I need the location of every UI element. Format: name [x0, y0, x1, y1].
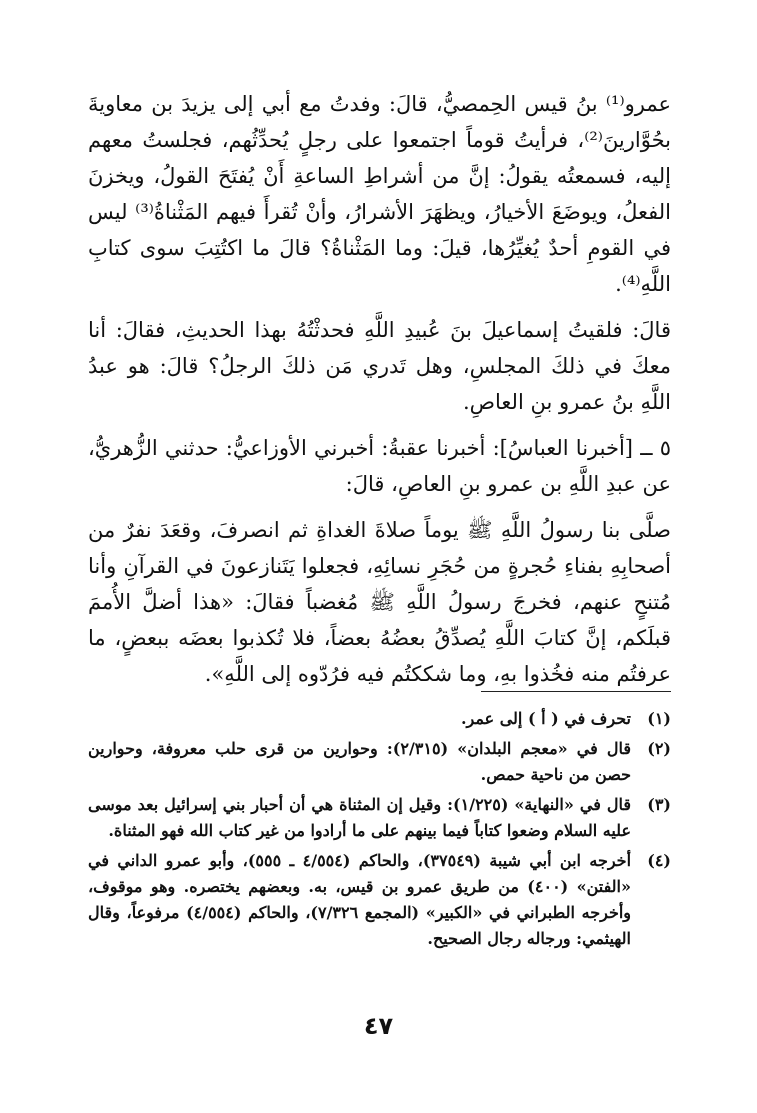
- footnotes: [88, 706, 671, 956]
- paragraph-4: صلَّى بنا رسولُ اللَّهِ ﷺ يوماً صلاةَ الغداةِ ثم انصرفَ، وقعَدَ نفرٌ من أصحابِهِ بفناءِ حُجرةٍ من حُجَرِ نسائِهِ، فجعلوا يَتَنازعونَ في القرآنِ وأنا مُتنحٍ عنهم، فخرجَ رسولُ اللَّهِ ﷺ مُغضباً فقالَ: «هذا أضلَّ الأُممَ قبلَكم، إنَّ كتابَ اللَّهِ يُصدِّقُ بعضُهُ بعضاً، فلا تُكذبوا بعضَه ببعضٍ، ما عرفتُم منه فخُذوا بهِ، وما شككتُم فيه فرُدّوه إلى اللَّهِ».: [88, 518, 671, 686]
- paragraph-1: عمرو⁽¹⁾ بنُ قيس الحِمصيُّ، قالَ: وفدتُ مع أبي إلى يزيدَ بن معاويةَ بحُوَّارينَ⁽²⁾، فرأيتُ قوماً اجتمعوا على رجلٍ يُحدِّثُهم، فجلستُ معهم إليه، فسمعتُه يقولُ: إنَّ من أشراطِ الساعةِ أَنْ يُفتَحَ القولُ، ويخزنَ الفعلُ، ويوضَعَ الأخيارُ، ويظهَرَ الأشرارُ، وأنْ تُقرأَ فيهم المَثْناةُ⁽³⁾ ليس في القومِ أحدٌ يُغيِّرُها، قيلَ: وما المَثْناةُ؟ قالَ ما اكتُتِبَ سوى كتابِ اللَّهِ⁽⁴⁾.: [88, 92, 671, 296]
- footnote-number: (١): [647, 709, 671, 728]
- footnote-text: أخرجه ابن أبي شيبة (٣٧٥٤٩)، والحاكم (٤/٥٥٤ ـ ٥٥٥)، وأبو عمرو الداني في «الفتن» (٤٠٠) من طريق عمرو بن قيس، به. وبعضهم يختصره. وهو موقوف، وأخرجه الطبراني في «الكبير» (المجمع ٧/٣٢٦)، والحاكم (٤/٥٥٤) مرفوعاً، وقال الهيثمي: ورجاله رجال الصحيح.: [88, 851, 632, 948]
- footnote-number: (٣): [647, 795, 671, 814]
- paragraph-3: ٥ ــ [أخبرنا العباسُ]: أخبرنا عقبةُ: أخبرني الأوزاعيُّ: حدثني الزُّهريُّ، عن عبدِ اللَّهِ بن عمرو بنِ العاصِ، قالَ:: [88, 436, 671, 496]
- main-text: [88, 86, 671, 702]
- footnote-text: تحرف في ( أ ) إلى عمر.: [460, 709, 631, 728]
- footnote-1: [88, 706, 671, 732]
- footnote-2: [88, 736, 671, 788]
- footnote-separator: [481, 691, 671, 692]
- paragraph-2: قالَ: فلقيتُ إسماعيلَ بنَ عُبيدِ اللَّهِ فحدثْتُهُ بهذا الحديثِ، فقالَ: أنا معكَ في ذلكَ المجلسِ، وهل تَدري مَن ذلكَ الرجلُ؟ قالَ: هو عبدُ اللَّهِ بنُ عمرو بنِ العاصِ.: [88, 318, 671, 414]
- footnote-3: [88, 792, 671, 844]
- page-number: ٤٧: [363, 1012, 394, 1040]
- footnote-text: قال في «معجم البلدان» (٢/٣١٥): وحوارين من قرى حلب معروفة، وحوارين حصن من ناحية حمص.: [88, 739, 631, 784]
- footnote-text: قال في «النهاية» (١/٢٢٥): وقيل إن المثناة هي أن أحبار بني إسرائيل بعد موسى عليه السلام وضعوا كتاباً فيما بينهم على ما أرادوا من غير كتاب الله فهو المثناة.: [88, 795, 632, 840]
- footnote-number: (٢): [647, 739, 671, 758]
- footnote-4: [88, 848, 671, 952]
- footnote-number: (٤): [647, 851, 671, 870]
